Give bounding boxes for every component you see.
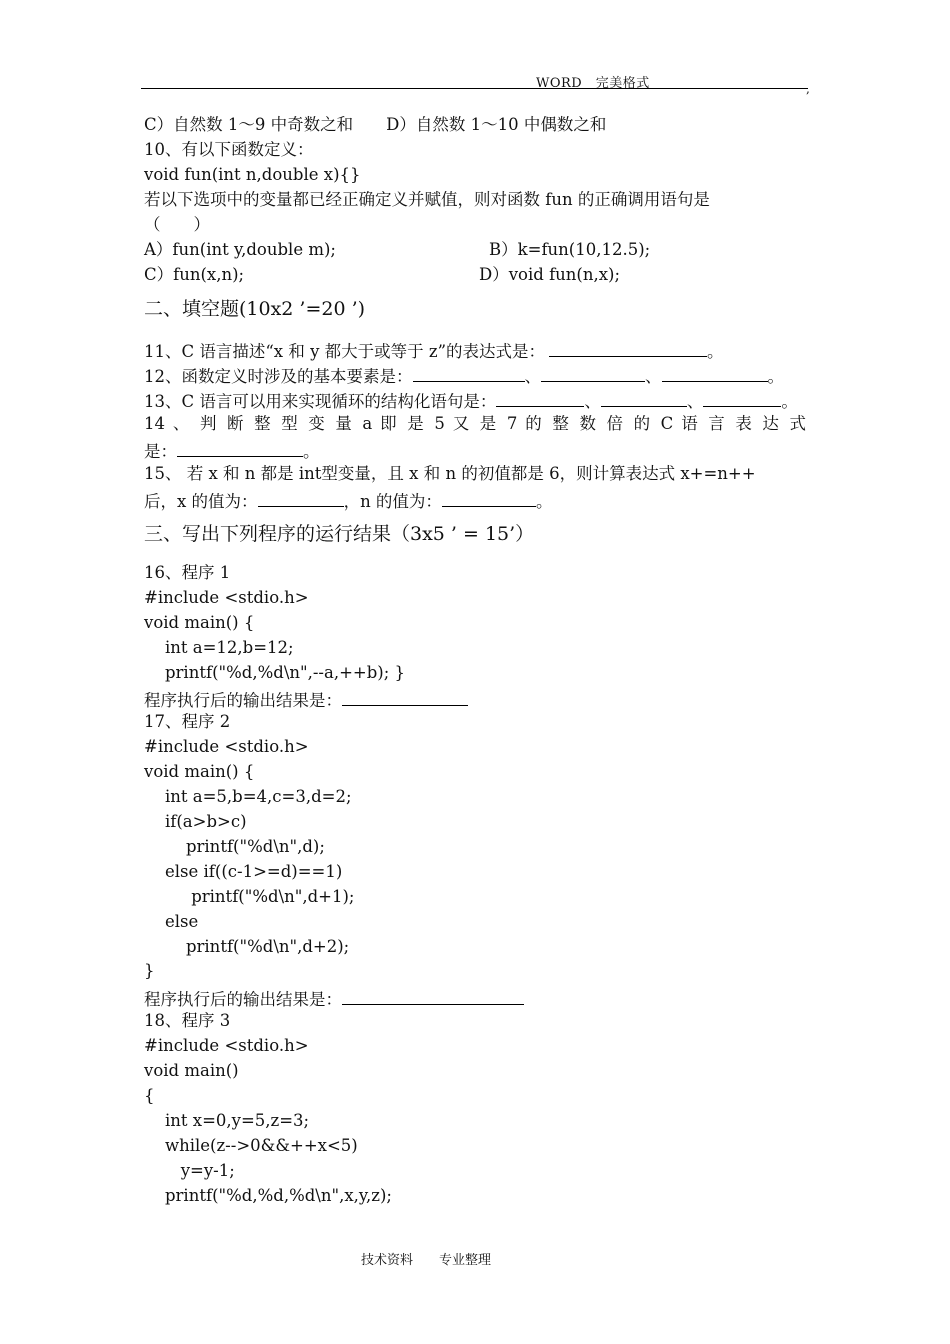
question-11: 11、C 语言描述“x 和 y 都大于或等于 z”的表达式是： 。 — [144, 342, 724, 361]
question-14: 14 、 判 断 整 型 变 量 a 即 是 5 又 是 7 的 整 数 倍 的 C 语 言 表 达 式 — [144, 414, 806, 433]
code-line: else if((c-1>=d)==1) — [144, 862, 343, 881]
question-10-paren: （ ） — [144, 215, 210, 234]
code-line: #include <stdio.h> — [144, 588, 309, 607]
code-line: } — [144, 961, 155, 980]
code-line: { — [144, 1086, 155, 1105]
header-mark: , — [806, 82, 810, 96]
question-14-answer: 是： 。 — [144, 442, 320, 461]
section-3-title: 三、写出下列程序的运行结果（3x5 ’ = 15’） — [144, 523, 535, 545]
code-line: y=y-1; — [144, 1161, 235, 1180]
page-header: WORD 完美格式 — [536, 76, 650, 91]
code-line: printf("%d,%d,%d\n",x,y,z); — [144, 1186, 392, 1205]
section-2-title: 二、填空题(10x2 ’=20 ’) — [144, 298, 366, 320]
output-prompt-1: 程序执行后的输出结果是： — [144, 689, 468, 711]
code-line: int a=5,b=4,c=3,d=2; — [144, 787, 352, 806]
question-15-answer: 后，x 的值为： ，n 的值为： 。 — [144, 492, 553, 511]
code-line: #include <stdio.h> — [144, 1036, 309, 1055]
option-a: A）fun(int y,double m); — [144, 240, 336, 259]
code-line: void main() — [144, 1061, 239, 1080]
code-line: while(z-->0&&++x<5) — [144, 1136, 358, 1155]
option-b: B）k=fun(10,12.5); — [489, 240, 651, 259]
code-line: printf("%d\n",d+1); — [144, 887, 355, 906]
code-line: #include <stdio.h> — [144, 737, 309, 756]
question-10-text: 若以下选项中的变量都已经正确定义并赋值，则对函数 fun 的正确调用语句是 — [144, 190, 710, 209]
code-line: void main() { — [144, 613, 255, 632]
option-d: D）void fun(n,x); — [479, 265, 621, 284]
option-c: C）fun(x,n); — [144, 265, 245, 284]
options-c-d: C）自然数 1～9 中奇数之和 D）自然数 1～10 中偶数之和 — [144, 115, 607, 134]
code-line: if(a>b>c) — [144, 812, 247, 831]
question-13: 13、C 语言可以用来实现循环的结构化语句是： 、 、 。 — [144, 392, 798, 411]
program-3-title: 18、程序 3 — [144, 1011, 231, 1030]
code-line: void main() { — [144, 762, 255, 781]
output-prompt-2: 程序执行后的输出结果是： — [144, 988, 524, 1010]
code-line: printf("%d\n",d); — [144, 837, 325, 856]
program-1-title: 16、程序 1 — [144, 563, 231, 582]
code-line: printf("%d\n",d+2); — [144, 937, 350, 956]
program-2-title: 17、程序 2 — [144, 712, 231, 731]
question-15: 15、 若 x 和 n 都是 int型变量，且 x 和 n 的初值都是 6，则计算表达式 x+=n++ — [144, 464, 756, 483]
code-line: int x=0,y=5,z=3; — [144, 1111, 310, 1130]
page-footer: 技术资料 专业整理 — [361, 1253, 492, 1268]
question-10: 10、有以下函数定义： — [144, 140, 314, 159]
question-10-definition: void fun(int n,double x){} — [144, 165, 361, 184]
code-line: int a=12,b=12; — [144, 638, 294, 657]
header-rule — [141, 88, 808, 89]
code-line: else — [144, 912, 199, 931]
question-12: 12、函数定义时涉及的基本要素是： 、 、 。 — [144, 367, 784, 386]
code-line: printf("%d,%d\n",--a,++b); } — [144, 663, 406, 682]
